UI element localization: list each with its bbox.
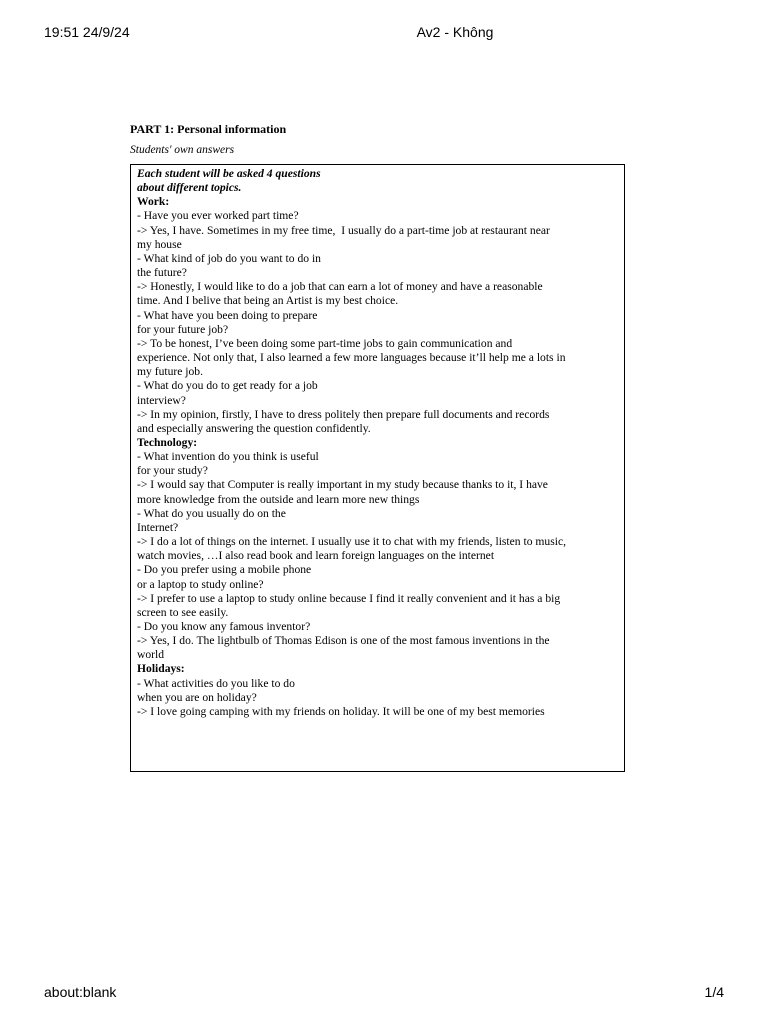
print-datetime: 19:51 24/9/24 (44, 24, 130, 40)
qa-line: interview? (137, 393, 186, 407)
intro-line: Each student will be asked 4 questions (137, 167, 321, 180)
document-heading-area (130, 121, 626, 157)
section-heading: Holidays: (137, 662, 185, 676)
qa-line: - What do you do to get ready for a job (137, 379, 318, 393)
print-footer (0, 984, 768, 1004)
qa-line: -> Honestly, I would like to do a job that can earn a lot of money and have a reasonable (137, 280, 543, 294)
qa-line: experience. Not only that, I also learned a few more languages because it’ll help me a lots in (137, 351, 566, 365)
qa-line: -> In my opinion, firstly, I have to dress politely then prepare full documents and records (137, 407, 550, 421)
qa-line: -> I love going camping with my friends on holiday. It will be one of my best memories (137, 704, 545, 718)
qa-line: - Do you know any famous inventor? (137, 620, 311, 633)
qa-line: - What invention do you think is useful (137, 450, 319, 464)
qa-line: my house (137, 237, 182, 251)
qa-line: Internet? (137, 520, 179, 534)
section-heading: Work: (137, 195, 170, 209)
part-title: PART 1: Personal information (130, 122, 287, 136)
qa-box (130, 164, 625, 772)
qa-line: my future job. (137, 365, 204, 379)
qa-line: screen to see easily. (137, 605, 229, 619)
qa-line: -> To be honest, I’ve been doing some part-time jobs to gain communication and (137, 336, 513, 350)
qa-line: watch movies, …I also read book and learn foreign languages on the internet (137, 549, 495, 563)
qa-line: - What kind of job do you want to do in (137, 251, 321, 265)
qa-line: - What do you usually do on the (137, 506, 286, 520)
qa-line: for your future job? (137, 322, 229, 336)
qa-line: -> Yes, I do. The lightbulb of Thomas Edison is one of the most famous inventions in the (137, 634, 550, 648)
qa-line: or a laptop to study online? (137, 577, 264, 591)
qa-line: the future? (137, 266, 187, 280)
qa-line: when you are on holiday? (137, 690, 257, 704)
qa-line: for your study? (137, 464, 208, 478)
subtitle: Students' own answers (130, 144, 235, 156)
qa-line: more knowledge from the outside and learn more new things (137, 492, 420, 506)
print-document-title: Av2 - Không (416, 24, 494, 40)
qa-line: - Have you ever worked part time? (137, 209, 299, 223)
page-number: 1/4 (704, 984, 724, 1000)
qa-line: -> I do a lot of things on the internet. I usually use it to chat with my friends, listen to music, (137, 535, 566, 549)
qa-line: and especially answering the question confidently. (137, 421, 371, 435)
qa-line: world (137, 648, 165, 662)
print-url: about:blank (44, 984, 117, 1000)
qa-line: - Do you prefer using a mobile phone (137, 563, 312, 577)
qa-line: - What activities do you like to do (137, 676, 295, 690)
print-header (0, 24, 768, 44)
section-heading: Technology: (137, 435, 198, 449)
qa-line: - What have you been doing to prepare (137, 308, 318, 322)
qa-line: -> Yes, I have. Sometimes in my free time, I usually do a part-time job at restaurant near (137, 223, 550, 237)
qa-line: -> I would say that Computer is really important in my study because thanks to it, I have (137, 478, 548, 492)
qa-line: time. And I belive that being an Artist is my best choice. (137, 294, 399, 308)
qa-line: -> I prefer to use a laptop to study online because I find it really convenient and it has a big (137, 591, 561, 605)
intro-line: about different topics. (137, 181, 242, 195)
